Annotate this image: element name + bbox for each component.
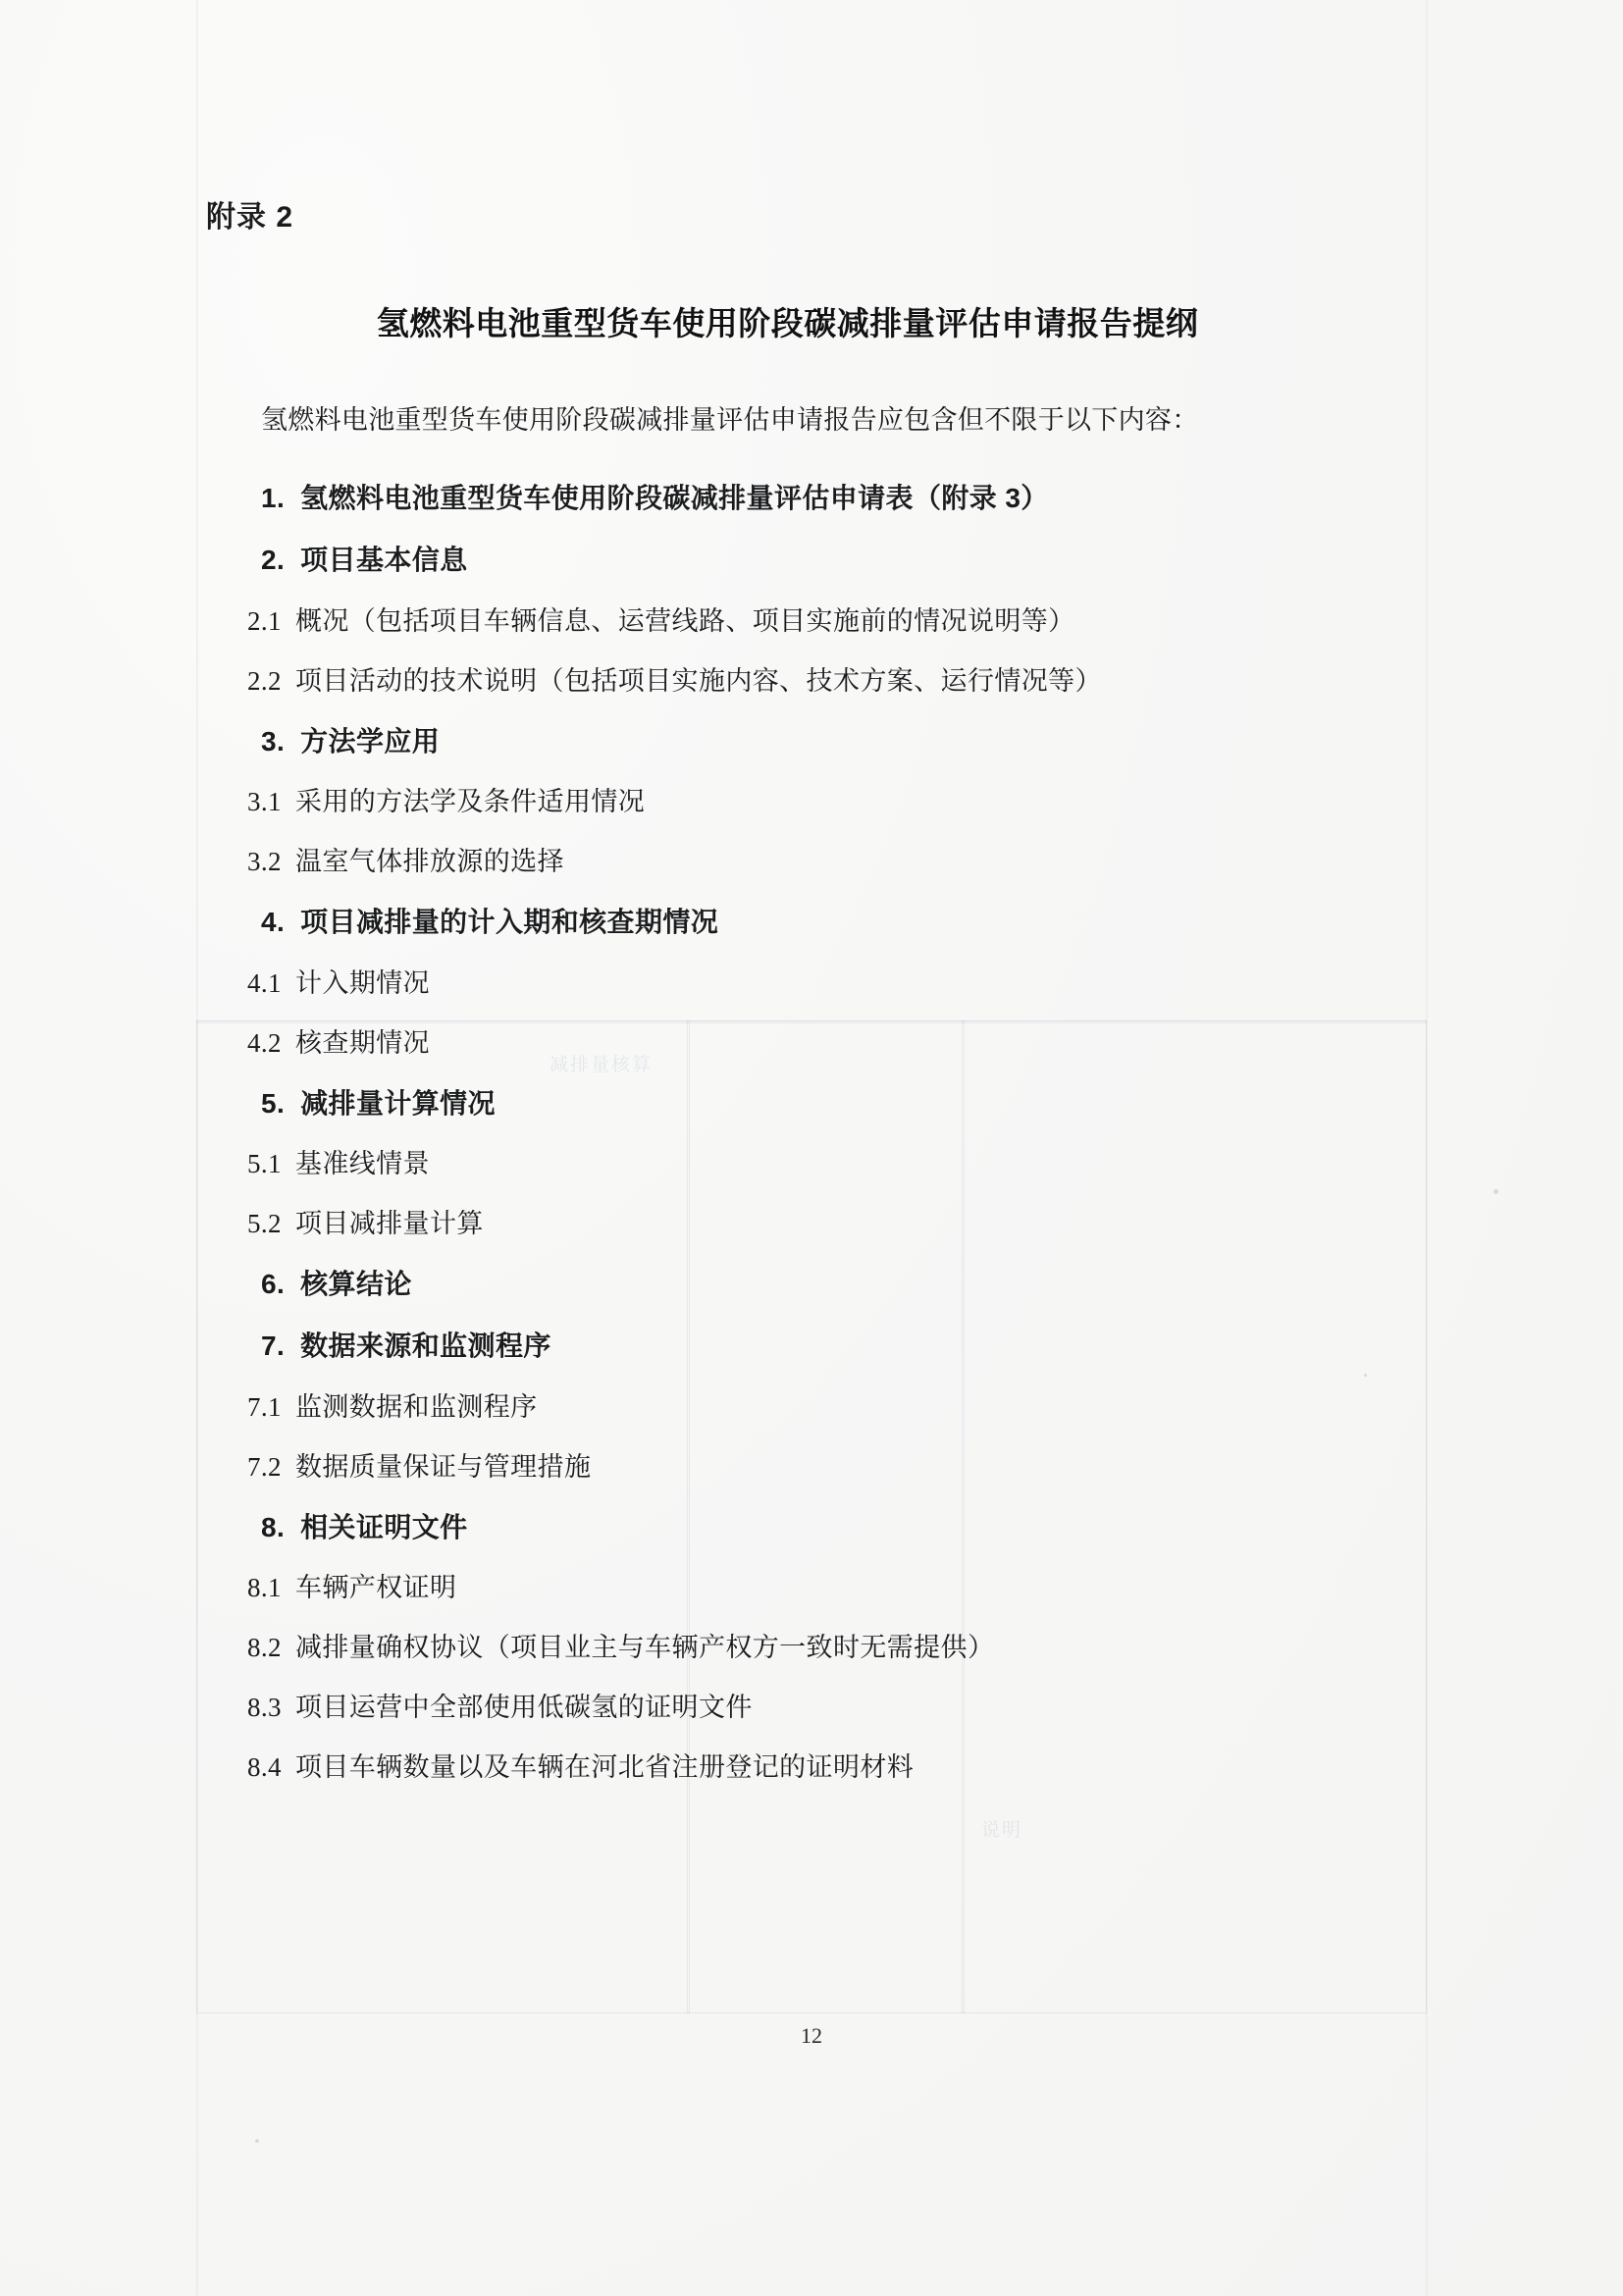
outline-item bbox=[206, 592, 1369, 652]
outline-item-number: 3.1 bbox=[247, 787, 282, 817]
page-number: 12 bbox=[801, 2023, 822, 2048]
outline-item bbox=[206, 1073, 1369, 1135]
outline-item bbox=[206, 1437, 1369, 1497]
outline-item-label: 氢燃料电池重型货车使用阶段碳减排量评估申请表（附录 3） bbox=[300, 483, 1049, 514]
outline-item bbox=[206, 772, 1369, 832]
outline-item-number: 8.2 bbox=[247, 1633, 282, 1663]
outline-item bbox=[206, 711, 1369, 773]
bleed-through-text: 说明 bbox=[981, 1820, 1023, 1841]
outline-item-label: 车辆产权证明 bbox=[294, 1573, 457, 1603]
outline-item bbox=[206, 1134, 1369, 1194]
outline-item-label: 数据来源和监测程序 bbox=[300, 1330, 551, 1361]
intro-paragraph bbox=[206, 397, 1369, 443]
outline-item-number: 8.1 bbox=[247, 1573, 282, 1603]
page-title: 氢燃料电池重型货车使用阶段碳减排量评估申请报告提纲 bbox=[376, 305, 1199, 341]
outline-item bbox=[206, 1254, 1369, 1316]
outline-item bbox=[206, 832, 1369, 892]
outline-item-number: 4.1 bbox=[247, 967, 282, 998]
outline-item bbox=[206, 1618, 1369, 1678]
outline-item bbox=[206, 1678, 1369, 1738]
outline-item-label: 项目活动的技术说明（包括项目实施内容、技术方案、运行情况等） bbox=[294, 665, 1102, 696]
outline-item-label: 项目运营中全部使用低碳氢的证明文件 bbox=[294, 1693, 753, 1723]
document-body bbox=[206, 192, 1369, 1798]
outline-item-label: 核算结论 bbox=[300, 1269, 412, 1300]
outline-item-label: 温室气体排放源的选择 bbox=[294, 847, 564, 877]
outline-item bbox=[206, 954, 1369, 1014]
appendix-label: 附录 2 bbox=[206, 201, 294, 234]
outline-item-label: 减排量计算情况 bbox=[300, 1087, 496, 1119]
outline-item bbox=[206, 892, 1369, 954]
scan-speck bbox=[255, 2139, 259, 2143]
outline-item-number: 8.4 bbox=[247, 1752, 282, 1783]
outline-item bbox=[206, 1378, 1369, 1437]
outline-item-number: 5.2 bbox=[247, 1209, 282, 1239]
outline-item-label: 项目减排量计算 bbox=[294, 1209, 484, 1239]
outline-item bbox=[206, 468, 1369, 530]
outline-item-number: 6. bbox=[261, 1269, 286, 1300]
outline-item-number: 5.1 bbox=[247, 1149, 282, 1179]
outline-item-label: 相关证明文件 bbox=[300, 1511, 468, 1542]
outline-item-label: 监测数据和监测程序 bbox=[294, 1391, 538, 1422]
scan-speck bbox=[1493, 1189, 1498, 1194]
outline-item-label: 项目车辆数量以及车辆在河北省注册登记的证明材料 bbox=[294, 1752, 915, 1783]
intro-text: 氢燃料电池重型货车使用阶段碳减排量评估申请报告应包含但不限于以下内容： bbox=[261, 405, 1199, 435]
outline-item bbox=[206, 652, 1369, 711]
outline-item bbox=[206, 1738, 1369, 1798]
outline-item bbox=[206, 1194, 1369, 1254]
outline-list bbox=[206, 468, 1369, 1798]
outline-item-number: 3.2 bbox=[247, 847, 282, 877]
outline-item-number: 5. bbox=[261, 1087, 286, 1119]
outline-item-number: 2. bbox=[261, 544, 286, 575]
outline-item-label: 概况（包括项目车辆信息、运营线路、项目实施前的情况说明等） bbox=[294, 605, 1075, 636]
outline-item-number: 4. bbox=[261, 907, 286, 938]
outline-item-number: 2.2 bbox=[247, 665, 282, 696]
outline-item-label: 基准线情景 bbox=[294, 1149, 430, 1179]
outline-item-label: 减排量确权协议（项目业主与车辆产权方一致时无需提供） bbox=[294, 1633, 995, 1663]
outline-item-number: 8.3 bbox=[247, 1693, 282, 1723]
outline-item-label: 计入期情况 bbox=[294, 967, 430, 998]
bleed-through-text: 减排量核算 bbox=[550, 1055, 654, 1075]
outline-item bbox=[206, 1316, 1369, 1378]
outline-item-number: 7.1 bbox=[247, 1391, 282, 1422]
outline-item-number: 3. bbox=[261, 725, 286, 757]
outline-item-number: 7. bbox=[261, 1330, 286, 1361]
outline-item bbox=[206, 1014, 1369, 1073]
outline-item-number: 2.1 bbox=[247, 605, 282, 636]
outline-item-label: 项目减排量的计入期和核查期情况 bbox=[300, 907, 719, 938]
outline-item bbox=[206, 530, 1369, 592]
outline-item-label: 核查期情况 bbox=[294, 1027, 430, 1058]
outline-item-label: 项目基本信息 bbox=[300, 544, 468, 575]
outline-item bbox=[206, 1497, 1369, 1559]
outline-item-label: 数据质量保证与管理措施 bbox=[294, 1451, 592, 1482]
outline-item-label: 方法学应用 bbox=[300, 725, 441, 757]
outline-item-label: 采用的方法学及条件适用情况 bbox=[294, 787, 646, 817]
outline-item-number: 1. bbox=[261, 483, 286, 514]
scan-artifact bbox=[196, 0, 198, 2296]
outline-item bbox=[206, 1558, 1369, 1618]
scan-artifact bbox=[1426, 0, 1428, 2296]
outline-item-number: 8. bbox=[261, 1511, 286, 1542]
outline-item-number: 4.2 bbox=[247, 1027, 282, 1058]
outline-item-number: 7.2 bbox=[247, 1451, 282, 1482]
